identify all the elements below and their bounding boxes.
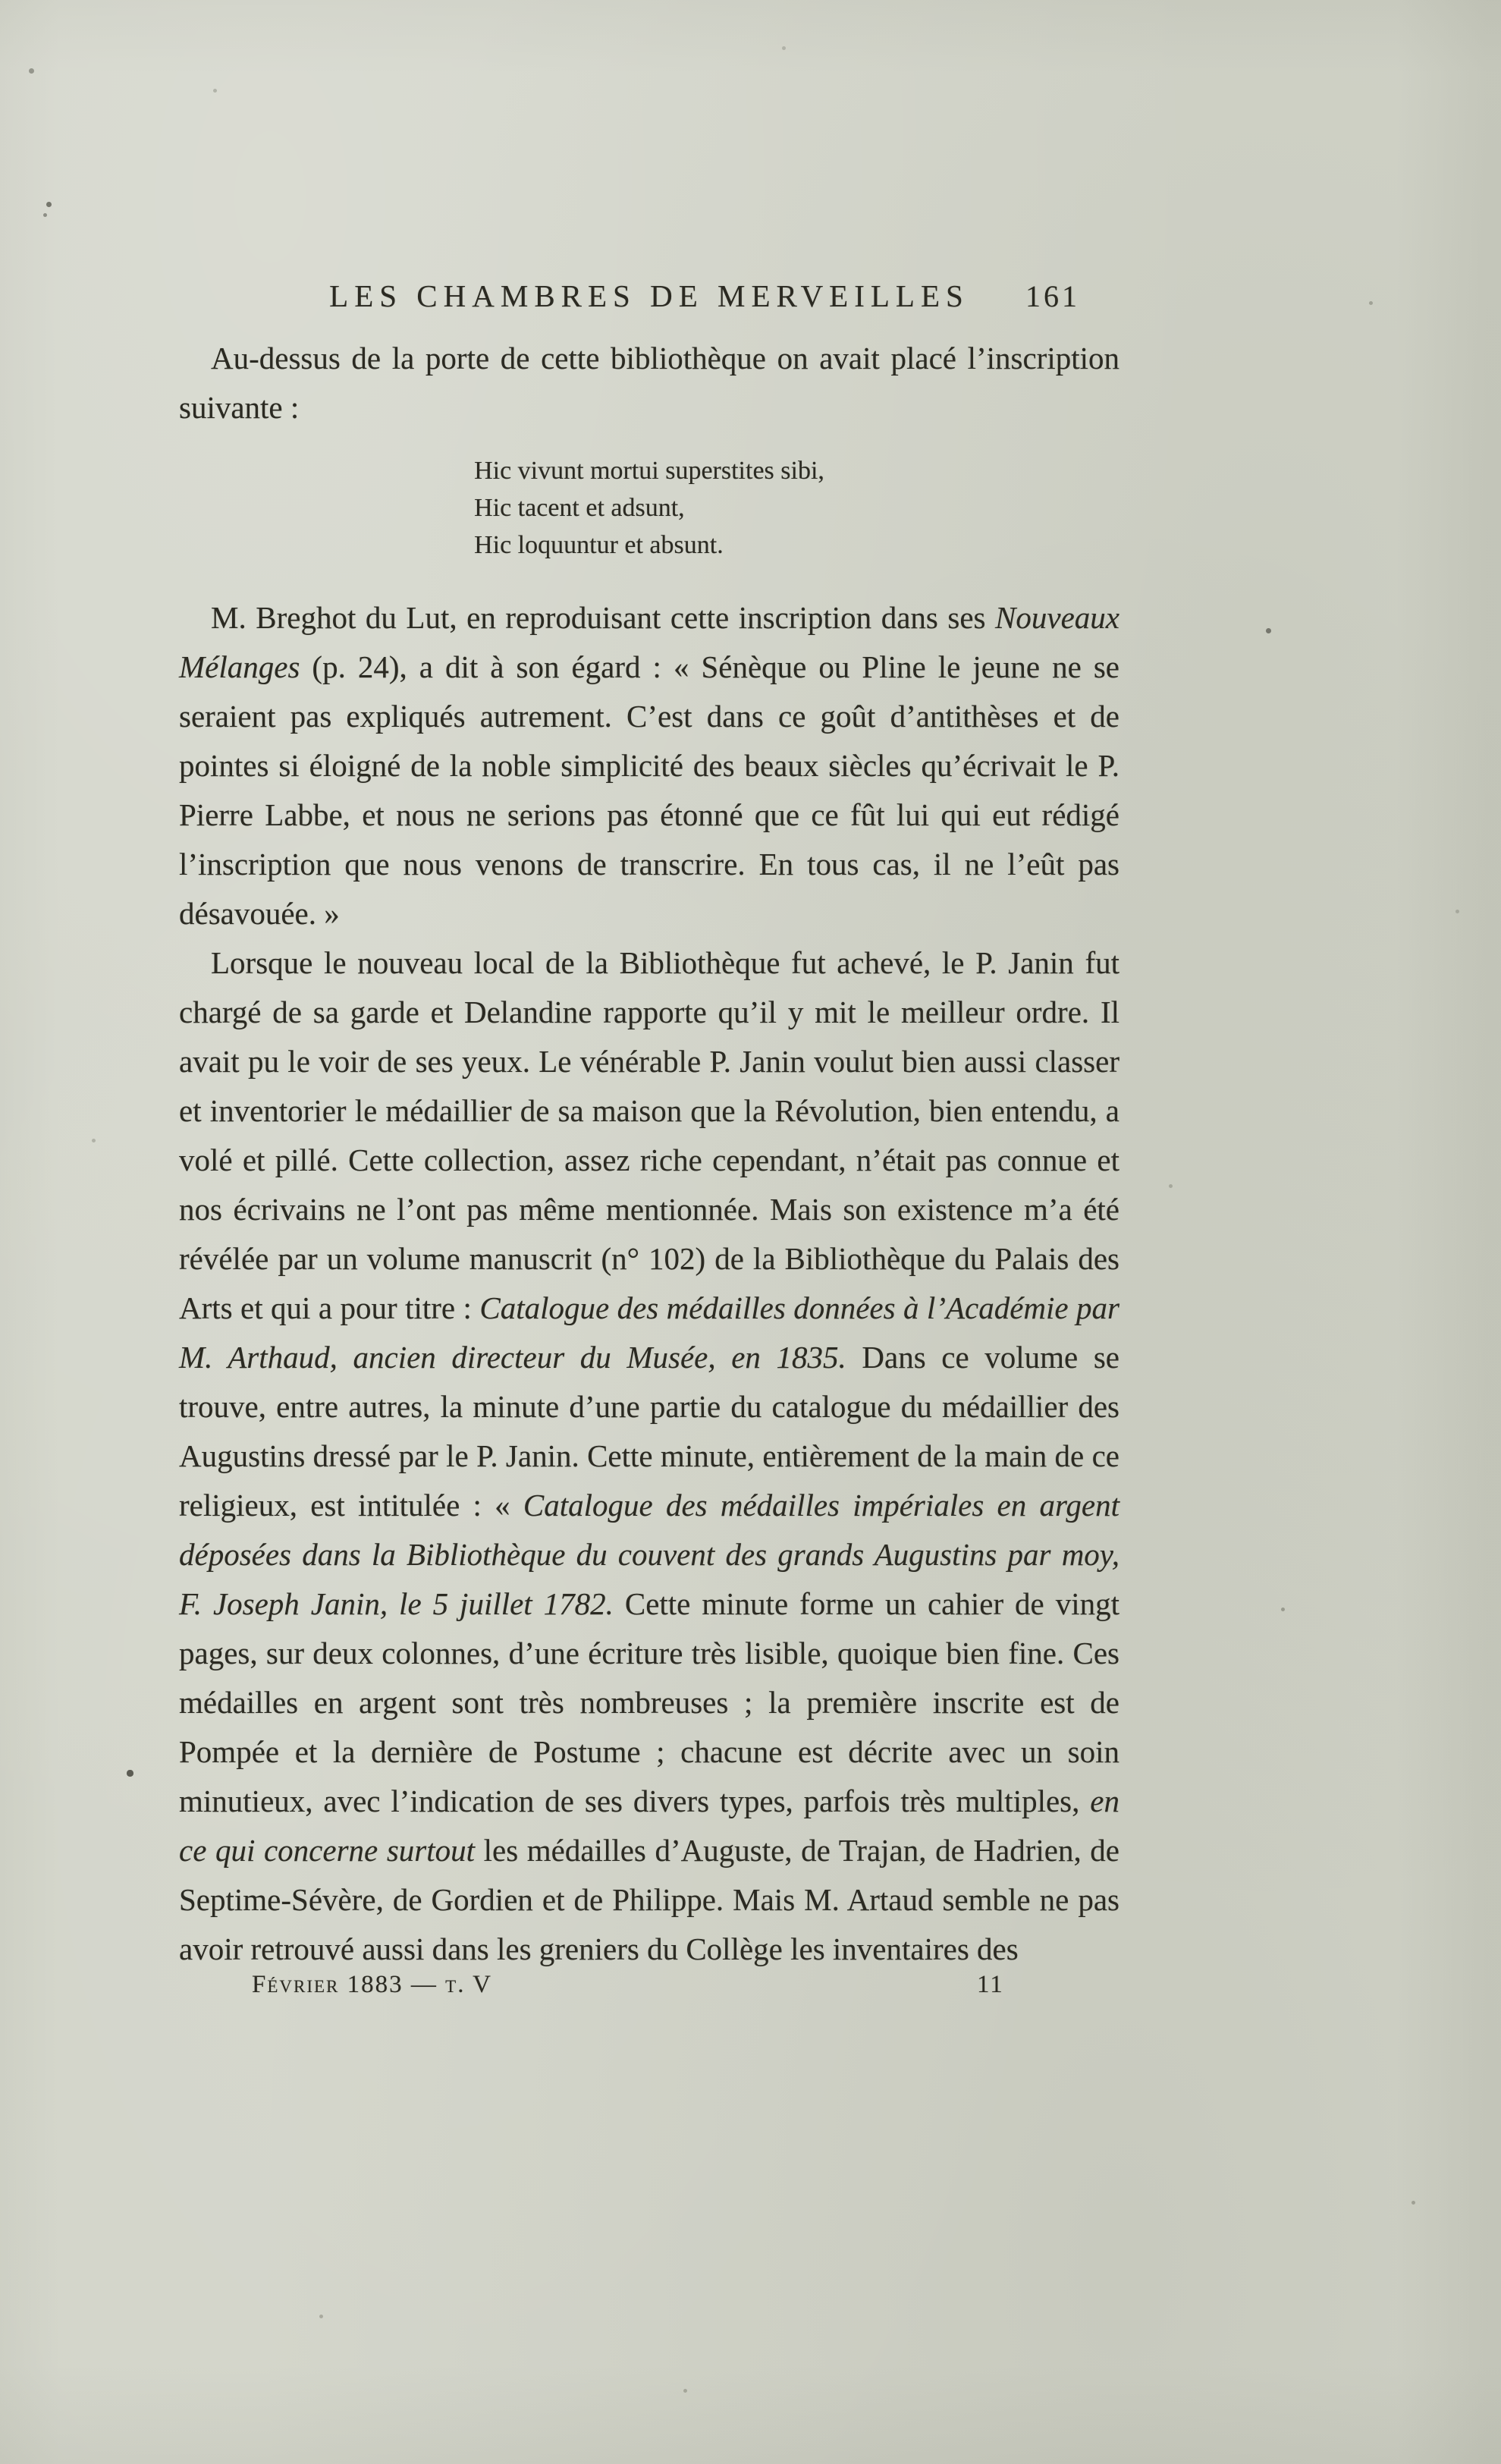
- breghot-text: M. Breghot du Lut, en reproduisant cette inscription dans ses: [211, 600, 996, 635]
- intro-text: Au-dessus de la porte de cette bibliothèque on avait placé l’inscription suivante :: [179, 341, 1119, 425]
- text-column: [179, 278, 1119, 1974]
- paragraph-janin: [179, 938, 1119, 1974]
- janin-description: Cette minute forme un cahier de vingt pages, sur deux colonnes, d’une écriture très lisible, quoique bien fine. Ces médailles en argent sont très nombreuses ; la première inscrite est de Pompée et la dernière de Postume ; chacune est décrite avec un soin minutieux, avec l’indication de ses divers types, parfois très multiples,: [179, 1586, 1119, 1818]
- page-title: LES CHAMBRES DE MERVEILLES: [329, 278, 969, 313]
- paragraph-breghot: [179, 593, 1119, 938]
- page-body: [179, 334, 1119, 1974]
- latin-epigraph: [179, 452, 1119, 567]
- epigraph-block: [474, 452, 824, 564]
- janin-text-continued: Dans ce volume se trouve, entre autres, la minute d’une partie du catalogue du médaillier des Augustins dressé par le P. Janin. Cette minute, entièrement de la main de ce religieux, est intitulée : «: [179, 1340, 1120, 1523]
- epigraph-line: Hic vivunt mortui superstites sibi,: [474, 457, 824, 485]
- janin-text: Lorsque le nouveau local de la Bibliothèque fut achevé, le P. Janin fut chargé de sa garde et Delandine rapporte qu’il y mit le meilleur ordre. Il avait pu le voir de ses yeux. Le vénérable P. Janin voulut bien aussi classer et inventorier le médaillier de sa maison que la Révolution, bien entendu, a volé et pillé. Cette collection, assez riche cependant, n’était pas connue et nos écrivains ne l’ont pas même mentionnée. Mais son existence m’a été révélée par un volume manuscrit (n° 102) de la Bibliothèque du Palais des Arts et qui a pour titre :: [179, 945, 1119, 1325]
- footer-signature-number: 11: [977, 1971, 1004, 1998]
- janin-closing: les médailles d’Auguste, de Trajan, de Hadrien, de Septime-Sévère, de Gordien et de Philippe. Mais M. Artaud semble ne pas avoir retrouvé aussi dans les greniers du Collège les inventaires des: [179, 1833, 1119, 1966]
- breghot-quote: (p. 24), a dit à son égard : « Sénèque ou Pline le jeune ne se seraient pas expliqués autrement. C’est dans ce goût d’antithèses et de pointes si éloigné de la noble simplicité des beaux siècles qu’écrivait le P. Pierre Labbe, et nous ne serions pas étonné que ce fût lui qui eut rédigé l’inscription que nous venons de transcrire. En tous cas, il ne l’eût pas désavouée. »: [179, 649, 1119, 931]
- footer-issue-date: Février 1883 — t. V: [252, 1971, 492, 1998]
- page-number: 161: [1025, 279, 1080, 313]
- work-title-nouveaux-melanges: Nouveaux Mélanges: [179, 600, 1119, 684]
- running-header: [179, 278, 1119, 325]
- intro-paragraph: [179, 334, 1119, 432]
- emphasis-en-ce-qui-concerne: en ce qui concerne surtout: [179, 1784, 1119, 1868]
- page-footer: [179, 1971, 1119, 2009]
- epigraph-line: Hic tacent et adsunt,: [474, 494, 685, 522]
- work-title-catalogue-academie: Catalogue des médailles données à l’Académie par M. Arthaud, ancien directeur du Musée, en 1835.: [179, 1290, 1119, 1375]
- epigraph-line: Hic loquuntur et absunt.: [474, 531, 724, 559]
- work-title-catalogue-imperiales: Catalogue des médailles impériales en argent déposées dans la Bibliothèque du couvent des grands Augustins par moy, F. Joseph Janin, le 5 juillet 1782.: [179, 1488, 1119, 1621]
